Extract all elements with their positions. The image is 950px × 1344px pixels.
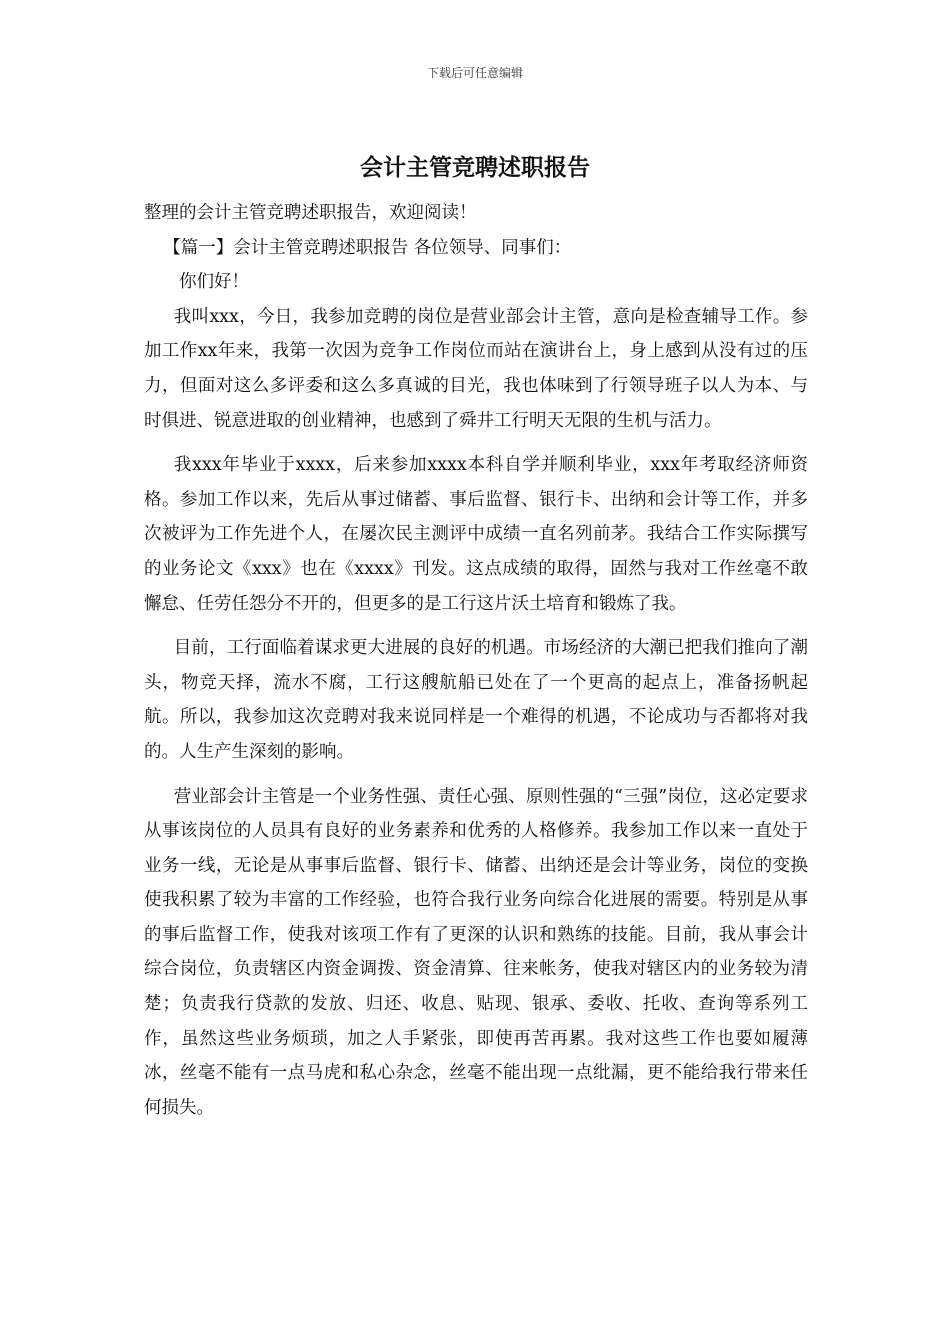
page-header-note: 下载后可任意编辑 (426, 66, 523, 80)
intro-line: 整理的会计主管竞聘述职报告，欢迎阅读！ (144, 203, 477, 223)
section-heading: 【篇一】会计主管竞聘述职报告 各位领导、同事们： (163, 237, 572, 258)
document-body (144, 196, 808, 1125)
paragraph: 我叫xxx，今日，我参加竞聘的岗位是营业部会计主管，意向是检查辅导工作。参加工作xx年来，我第一次因为竞争工作岗位而站在演讲台上，身上感到从没有过的压力，但面对这么多评委和这么多真诚的目光，我也体味到了行领导班子以人为本、与时俱进、锐意进取的创业精神，也感到了舜井工行明天无限的生机与活力。 (144, 306, 808, 431)
paragraph: 营业部会计主管是一个业务性强、责任心强、原则性强的“三强”岗位，这必定要求从事该岗位的人员具有良好的业务素养和优秀的人格修养。我参加工作以来一直处于业务一线，无论是从事事后监督、银行卡、储蓄、出纳还是会计等业务，岗位的变换使我积累了较为丰富的工作经验，也符合我行业务向综合化进展的需要。特别是从事的事后监督工作，使我对该项工作有了更深的认识和熟练的技能。目前，我从事会计综合岗位，负责辖区内资金调拨、资金清算、往来帐务，使我对辖区内的业务较为清楚；负责我行贷款的发放、归还、收息、贴现、银承、委收、托收、查询等系列工作，虽然这些业务烦琐，加之人手紧张，即使再苦再累。我对这些工作也要如履薄冰，丝毫不能有一点马虎和私心杂念，丝毫不能出现一点纰漏，更不能给我行带来任何损失。 (144, 786, 808, 1118)
greeting-line: 你们好！ (179, 272, 249, 293)
document-title: 会计主管竞聘述职报告 (360, 154, 590, 181)
paragraph: 我xxx年毕业于xxxx，后来参加xxxx本科自学并顺利毕业，xxx年考取经济师资格。参加工作以来，先后从事过储蓄、事后监督、银行卡、出纳和会计等工作，并多次被评为工作先进个人，在屡次民主测评中成绩一直名列前茅。我结合工作实际撰写的业务论文《xxx》也在《xxxx》刊发。这点成绩的取得，固然与我对工作丝毫不敢懈怠、任劳任怨分不开的，但更多的是工行这片沃土培育和锻炼了我。 (144, 455, 808, 614)
paragraph: 目前，工行面临着谋求更大进展的良好的机遇。市场经济的大潮已把我们推向了潮头，物竞天择，流水不腐，工行这艘航船已处在了一个更高的起点上，准备扬帆起航。所以，我参加这次竞聘对我来说同样是一个难得的机遇，不论成功与否都将对我的。人生产生深刻的影响。 (144, 638, 808, 762)
